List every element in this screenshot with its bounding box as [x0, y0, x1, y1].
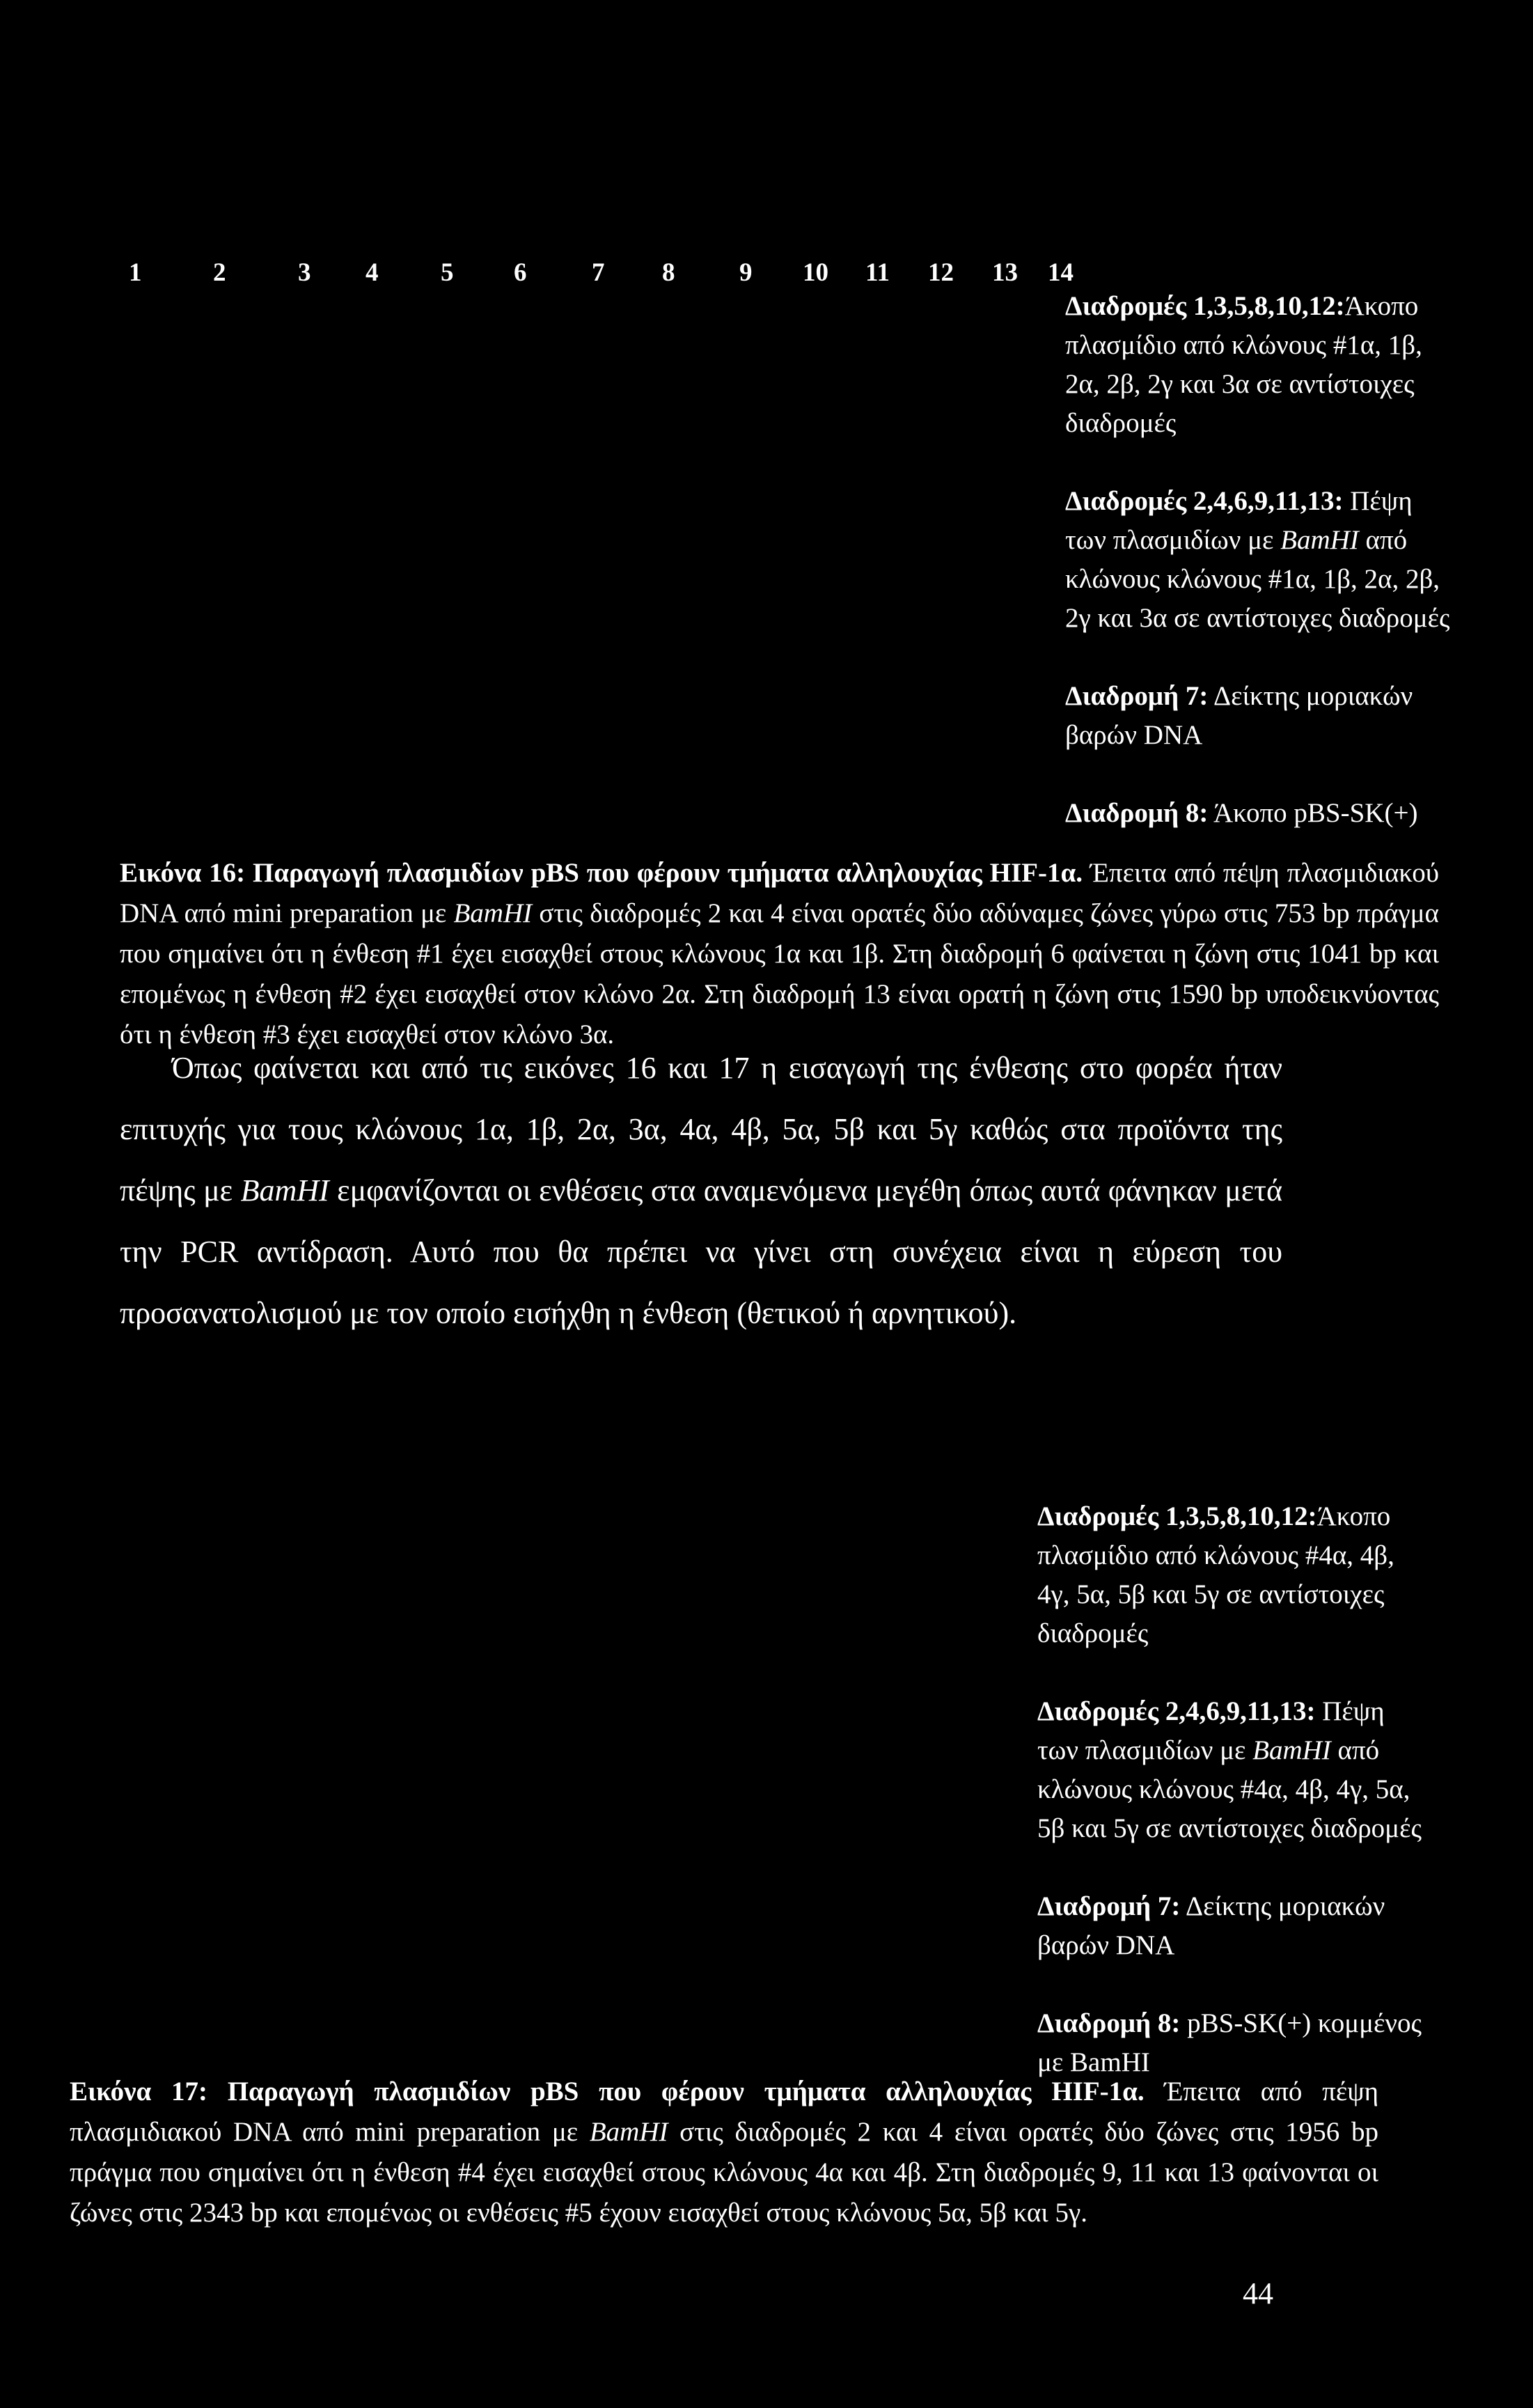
legend-text: Δείκτης μοριακών βαρών DNA: [1037, 1891, 1385, 1960]
figure17-legend: [1037, 1497, 1427, 2082]
legend-entry: [1037, 2004, 1427, 2082]
legend-entry: [1037, 1497, 1427, 1653]
paragraph-text: Όπως φαίνεται και από τις εικόνες 16 και 17 η εισαγωγή της ένθεσης στο φορέα ήταν επιτυχής για τους κλώνους 1α, 1β, 2α, 3α, 4α, 4β, 5α, 5β και 5γ καθώς στα προϊόντα της πέψης με: [120, 1051, 1282, 1207]
lane-number: 6: [514, 258, 527, 287]
legend-entry: [1065, 482, 1455, 638]
lane-number: 8: [662, 258, 675, 287]
enzyme-name: BamHI: [240, 1173, 329, 1207]
lane-number: 7: [592, 258, 605, 287]
body-paragraph: [120, 1038, 1282, 1344]
legend-entry: [1037, 1692, 1427, 1848]
lane-number: 4: [365, 258, 379, 287]
legend-entry: [1065, 287, 1455, 443]
caption-text: στις διαδρομές 2 και 4 είναι ορατές δύο ζώνες στις 1956 bp πράγμα που σημαίνει ότι η ένθεση #4 έχει εισαχθεί στους κλώνους 4α και 4β. Στη διαδρομές 9, 11 και 13 φαίνονται οι ζώνες στις 2343 bp και επομένως οι ενθέσεις #5 έχουν εισαχθεί στους κλώνους 5α, 5β και 5γ.: [70, 2117, 1378, 2228]
figure16-legend: [1065, 287, 1455, 833]
paragraph-text: εμφανίζονται οι ενθέσεις στα αναμενόμενα μεγέθη όπως αυτά φάνηκαν μετά την PCR αντίδραση. Αυτό που θα πρέπει να γίνει στη συνέχεια είναι η εύρεση του προσανατολισμού με τον οποίο εισήχθη η ένθεση (θετικού ή αρνητικού).: [120, 1173, 1283, 1330]
caption-text: Έπειτα από πέψη πλασμιδιακού DNA από mini preparation με: [120, 858, 1440, 928]
enzyme-name: BamHI: [453, 898, 533, 928]
legend-lanes: Διαδρομές 1,3,5,8,10,12:: [1065, 291, 1345, 321]
legend-entry: [1037, 1887, 1427, 1965]
legend-lanes: Διαδρομή 7:: [1065, 681, 1209, 711]
legend-text: από κλώνους κλώνους #4α, 4β, 4γ, 5α, 5β και 5γ σε αντίστοιχες διαδρομές: [1037, 1735, 1422, 1843]
lane-number: 2: [213, 258, 226, 287]
legend-text: Άκοπο πλασμίδιο από κλώνους #4α, 4β, 4γ, 5α, 5β και 5γ σε αντίστοιχες διαδρομές: [1037, 1501, 1394, 1648]
figure16-caption: [120, 853, 1439, 1055]
legend-text: Άκοπο pBS-SK(+): [1208, 798, 1418, 828]
caption-title: Εικόνα 16: Παραγωγή πλασμιδίων pBS που φέρουν τμήματα αλληλουχίας HIF-1α.: [120, 858, 1083, 888]
lane-number: 14: [1048, 258, 1074, 287]
enzyme-name: BamHI: [589, 2117, 668, 2147]
enzyme-name: BamHI: [1280, 525, 1359, 555]
legend-lanes: Διαδρομές 2,4,6,9,11,13:: [1065, 486, 1344, 516]
lane-number: 3: [298, 258, 311, 287]
legend-lanes: Διαδρομή 8:: [1037, 2008, 1181, 2038]
legend-lanes: Διαδρομές 1,3,5,8,10,12:: [1037, 1501, 1317, 1531]
legend-text: από κλώνους κλώνους #1α, 1β, 2α, 2β, 2γ και 3α σε αντίστοιχες διαδρομές: [1065, 525, 1450, 633]
legend-text: Πέψη των πλασμιδίων με: [1037, 1696, 1385, 1765]
lane-number: 1: [129, 258, 142, 287]
caption-text: Έπειτα από πέψη πλασμιδιακού DNA από mini preparation με: [70, 2077, 1379, 2147]
lane-number: 13: [992, 258, 1018, 287]
enzyme-name: BamHI: [1252, 1735, 1331, 1765]
caption-title: Εικόνα 17: Παραγωγή πλασμιδίων pBS που φέρουν τμήματα αλληλουχίας HIF-1α.: [70, 2077, 1145, 2106]
caption-text: στις διαδρομές 2 και 4 είναι ορατές δύο αδύναμες ζώνες γύρω στις 753 bp πράγμα που σημαίνει ότι η ένθεση #1 έχει εισαχθεί στους κλώνους 1α και 1β. Στη διαδρομή 6 φαίνεται η ζώνη στις 1041 bp και επομένως η ένθεση #2 έχει εισαχθεί στον κλώνο 2α. Στη διαδρομή 13 είναι ορατή η ζώνη στις 1590 bp υποδεικνύοντας ότι η ένθεση #3 έχει εισαχθεί στον κλώνο 3α.: [120, 898, 1439, 1049]
legend-text: Πέψη των πλασμιδίων με: [1065, 486, 1413, 555]
legend-lanes: Διαδρομή 8:: [1065, 798, 1209, 828]
lane-number: 11: [865, 258, 890, 287]
legend-lanes: Διαδρομή 7:: [1037, 1891, 1181, 1921]
lane-number: 12: [928, 258, 954, 287]
legend-lanes: Διαδρομές 2,4,6,9,11,13:: [1037, 1696, 1316, 1726]
legend-entry: [1065, 677, 1455, 755]
lane-number: 9: [739, 258, 753, 287]
legend-entry: [1065, 794, 1455, 833]
lane-number: 10: [803, 258, 828, 287]
legend-text: Δείκτης μοριακών βαρών DNA: [1065, 681, 1413, 750]
page-number: 44: [1243, 2276, 1273, 2311]
lane-number: 5: [441, 258, 454, 287]
legend-text: pBS-SK(+) κομμένος με BamHI: [1037, 2008, 1422, 2077]
legend-text: Άκοπο πλασμίδιο από κλώνους #1α, 1β, 2α, 2β, 2γ και 3α σε αντίστοιχες διαδρομές: [1065, 291, 1422, 438]
figure17-caption: [70, 2072, 1378, 2233]
